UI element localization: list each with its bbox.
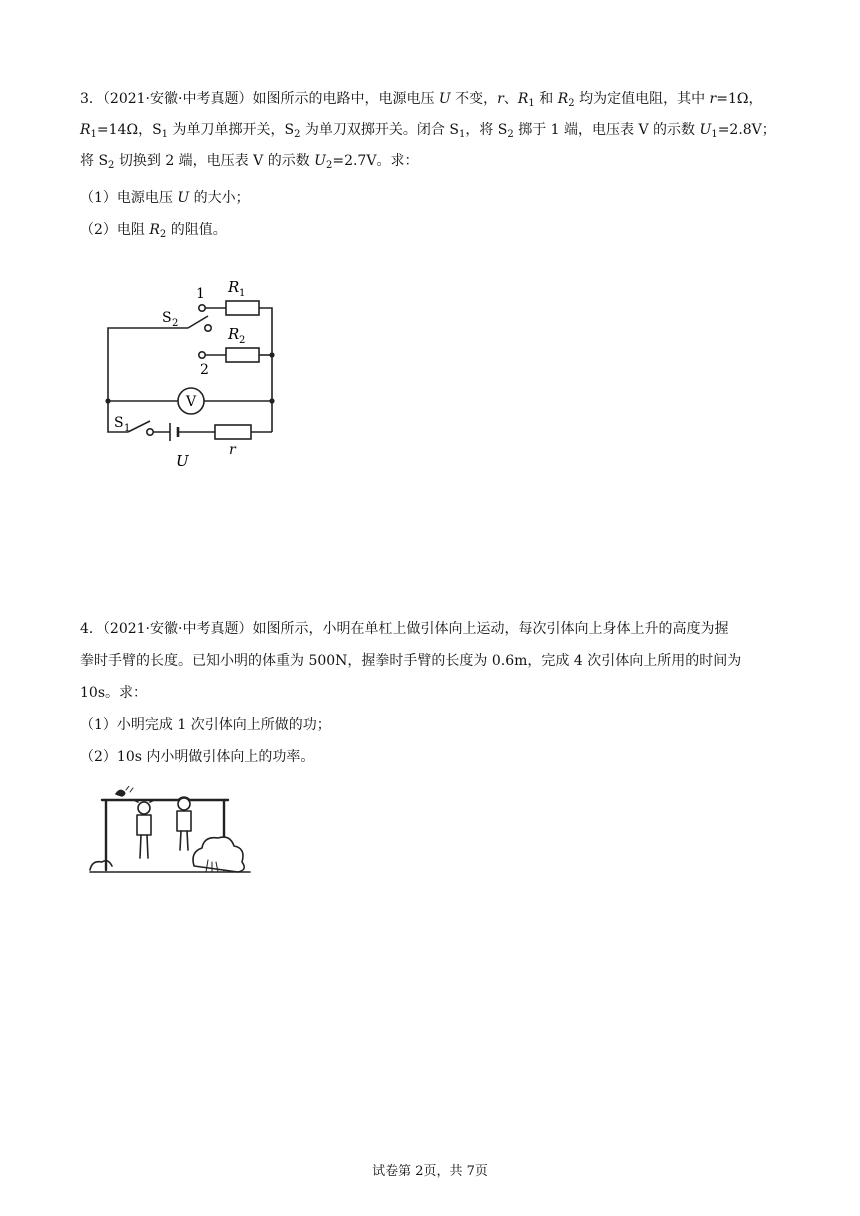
- q4-line-2: [80, 648, 780, 674]
- q4-line-3: [80, 680, 780, 706]
- q3-text: 、: [503, 91, 518, 107]
- q3-symbol: R: [149, 222, 160, 238]
- q3-symbol: r: [497, 91, 504, 107]
- q4-text: 如图所示，小明在单杠上做引体向上运动，每次引体向上身体上升的高度为握: [252, 621, 729, 637]
- q3-text: 和: [539, 91, 554, 107]
- q3-text: 为单刀双掷开关。闭合: [304, 122, 445, 138]
- q3-line-3: [80, 148, 780, 179]
- r1-label: R: [228, 278, 240, 296]
- q3-sub-text: （1）电源电压: [80, 190, 173, 206]
- q3-subquestion-2: [80, 217, 780, 248]
- q3-subscript: 1: [458, 129, 466, 140]
- q3-text: 均为定值电阻，其中: [579, 91, 706, 107]
- q4-number: 4．: [80, 621, 103, 637]
- s1-subscript: 1: [124, 423, 131, 434]
- terminal-2-label: 2: [200, 362, 209, 378]
- q3-value: =14Ω，: [96, 122, 153, 138]
- q3-symbol: S: [152, 122, 162, 138]
- question-4: [80, 616, 780, 770]
- q3-symbol: S: [449, 122, 459, 138]
- q4-text: 拳时手臂的长度。已知小明的体重为 500N，握拳时手臂的长度为 0.6m，完成 4 次引体向上所用的时间为: [80, 653, 742, 669]
- q4-sub-text: （1）小明完成 1 次引体向上所做的功；: [80, 717, 331, 733]
- q3-subscript: 1: [161, 129, 169, 140]
- q3-line-1: [80, 86, 780, 117]
- q3-symbol: R: [517, 91, 529, 107]
- s2-label: S: [162, 310, 172, 326]
- internal-resistor-label: r: [229, 442, 236, 458]
- q4-source: （2021·安徽·中考真题）: [102, 621, 253, 637]
- s1-label: S: [114, 415, 124, 431]
- q3-subscript: 2: [108, 160, 115, 171]
- q3-symbol: U: [177, 190, 190, 206]
- q3-sub-text: 的大小；: [193, 190, 250, 206]
- pull-up-illustration: [86, 786, 256, 886]
- q3-subquestion-1: [80, 185, 780, 211]
- q3-value: =2.7V。求：: [332, 153, 419, 169]
- q4-subquestion-1: [80, 712, 780, 738]
- q3-text: 如图所示的电路中，电源电压: [252, 91, 435, 107]
- terminal-1-label: 1: [196, 286, 205, 302]
- q3-sub-text: （2）电阻: [80, 222, 145, 238]
- q4-subquestion-2: [80, 744, 780, 770]
- q3-subscript: 2: [294, 129, 301, 140]
- q3-source: （2021·安徽·中考真题）: [102, 91, 253, 107]
- source-voltage-label: U: [176, 452, 189, 470]
- r1-subscript: 1: [239, 288, 246, 299]
- q3-subscript: 2: [568, 98, 575, 109]
- q3-text: 掷于 1 端，电压表 V 的示数: [518, 122, 696, 138]
- q3-symbol: S: [284, 122, 295, 138]
- q3-text: 为单刀单掷开关，: [172, 122, 285, 138]
- circuit-diagram: [98, 276, 288, 476]
- q3-symbol: R: [557, 91, 569, 107]
- r2-label: R: [228, 325, 240, 343]
- q3-subscript: 2: [325, 160, 333, 171]
- page-footer: 试卷第 2页，共 7页: [372, 1164, 488, 1179]
- q3-value: =1Ω，: [716, 91, 763, 107]
- q3-line-2: [80, 117, 780, 148]
- q3-subscript: 2: [159, 229, 167, 240]
- q3-symbol: S: [497, 122, 508, 138]
- q3-text: 将: [80, 153, 94, 169]
- q4-text: 10s。求：: [80, 685, 147, 701]
- q3-symbol: U: [699, 122, 712, 138]
- q3-subscript: 1: [528, 98, 535, 109]
- question-3: [80, 86, 780, 248]
- q3-text: 切换到 2 端，电压表 V 的示数: [118, 153, 310, 169]
- s2-subscript: 2: [172, 318, 179, 329]
- q3-subscript: 1: [711, 129, 718, 140]
- q4-line-1: [80, 616, 780, 642]
- q4-sub-text: （2）10s 内小明做引体向上的功率。: [80, 749, 315, 765]
- voltmeter-label: V: [186, 394, 197, 410]
- q3-symbol: U: [438, 91, 451, 107]
- q3-value: =2.8V；: [717, 122, 776, 138]
- q3-text: ，将: [465, 122, 494, 138]
- q3-subscript: 2: [507, 129, 514, 140]
- q3-sub-text: 的阻值。: [170, 222, 227, 238]
- q3-text: 不变，: [455, 91, 498, 107]
- q3-subscript: 1: [90, 129, 97, 140]
- q3-symbol: r: [709, 91, 717, 107]
- r2-subscript: 2: [239, 335, 246, 346]
- q3-symbol: U: [314, 153, 326, 169]
- q3-symbol: R: [80, 122, 91, 138]
- q3-number: 3．: [80, 91, 103, 107]
- q3-symbol: S: [98, 153, 109, 169]
